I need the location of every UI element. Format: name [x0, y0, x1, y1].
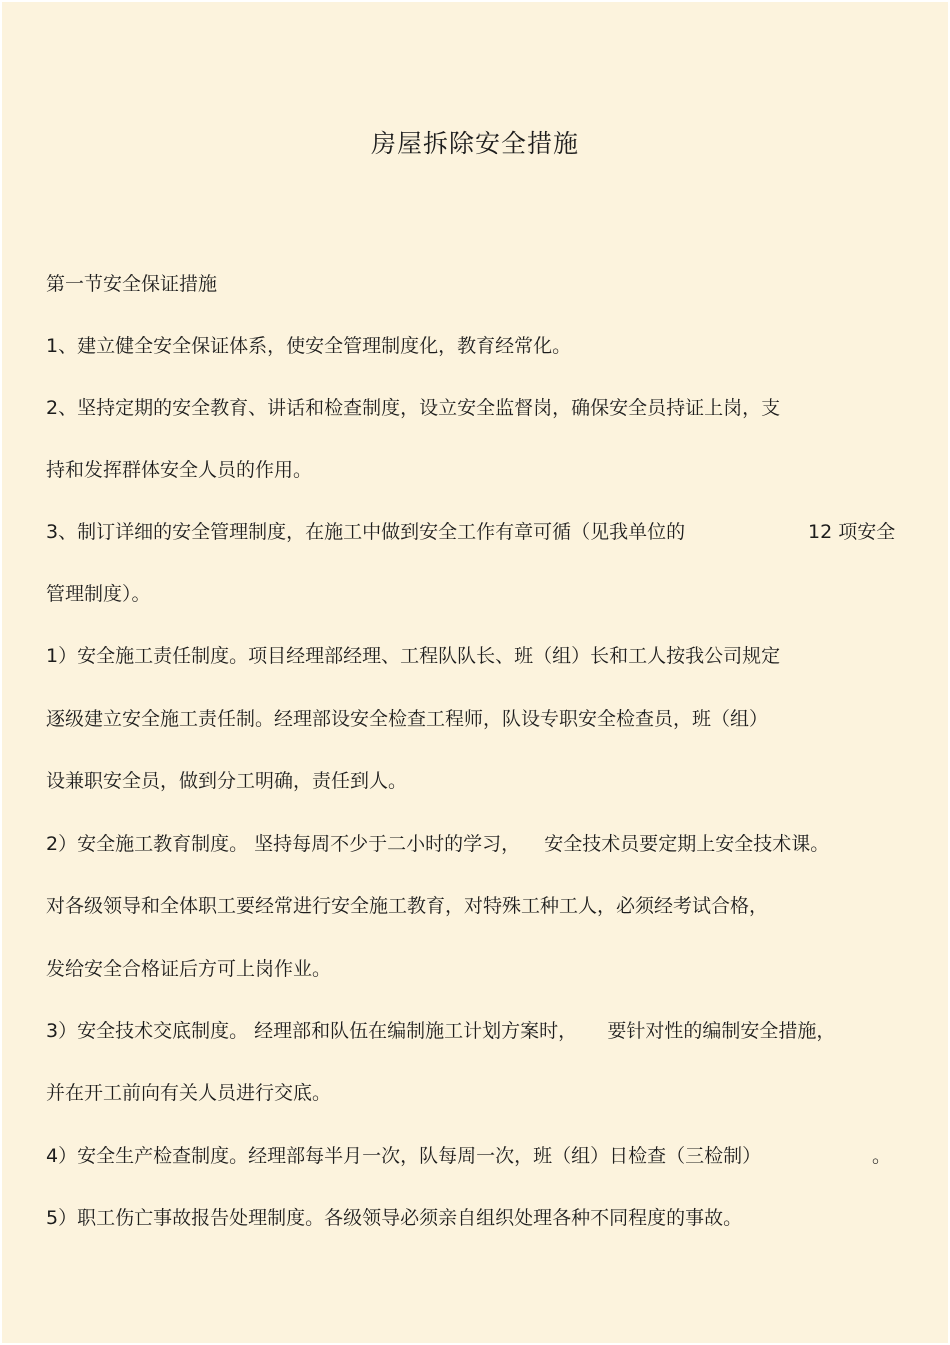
paragraph-3-line-2: 管理制度）。 — [46, 583, 151, 605]
item-2-line-2: 对各级领导和全体职工要经常进行安全施工教育，对特殊工种工人，必须经考试合格， — [46, 895, 769, 917]
paragraph-1: 1、建立健全安全保证体系，使安全管理制度化，教育经常化。 — [46, 335, 572, 357]
item-4-line-1: 4）安全生产检查制度。经理部每半月一次，队每周一次，班（组）日检查（三检制） — [46, 1145, 762, 1167]
item-1-line-3: 设兼职安全员，做到分工明确，责任到人。 — [46, 770, 408, 792]
paragraph-2-line-1: 2、坚持定期的安全教育、讲话和检查制度，设立安全监督岗，确保安全员持证上岗，支 — [46, 397, 781, 419]
item-2-line-1: 2）安全施工教育制度。 坚持每周不少于二小时的学习， 安全技术员要定期上安全技术课。 — [46, 833, 830, 855]
document-page — [2, 2, 948, 1343]
document-title: 房屋拆除安全措施 — [370, 129, 579, 158]
section-heading: 第一节安全保证措施 — [46, 273, 218, 295]
paragraph-3-line-1-tail: 12 项安全 — [808, 521, 896, 543]
paragraph-2-line-2: 持和发挥群体安全人员的作用。 — [46, 459, 313, 481]
item-3-line-1: 3）安全技术交底制度。 经理部和队伍在编制施工计划方案时， 要针对性的编制安全措施， — [46, 1020, 836, 1042]
item-3-line-2: 并在开工前向有关人员进行交底。 — [46, 1082, 332, 1104]
item-2-line-3: 发给安全合格证后方可上岗作业。 — [46, 958, 332, 980]
paragraph-3-line-1: 3、制订详细的安全管理制度，在施工中做到安全工作有章可循（见我单位的 — [46, 521, 686, 543]
item-1-line-1: 1）安全施工责任制度。项目经理部经理、工程队队长、班（组）长和工人按我公司规定 — [46, 645, 781, 667]
item-5-line-1: 5）职工伤亡事故报告处理制度。各级领导必须亲自组织处理各种不同程度的事故。 — [46, 1207, 743, 1229]
item-1-line-2: 逐级建立安全施工责任制。经理部设安全检查工程师，队设专职安全检查员，班（组） — [46, 708, 769, 730]
item-4-line-1-tail: 。 — [872, 1145, 892, 1167]
